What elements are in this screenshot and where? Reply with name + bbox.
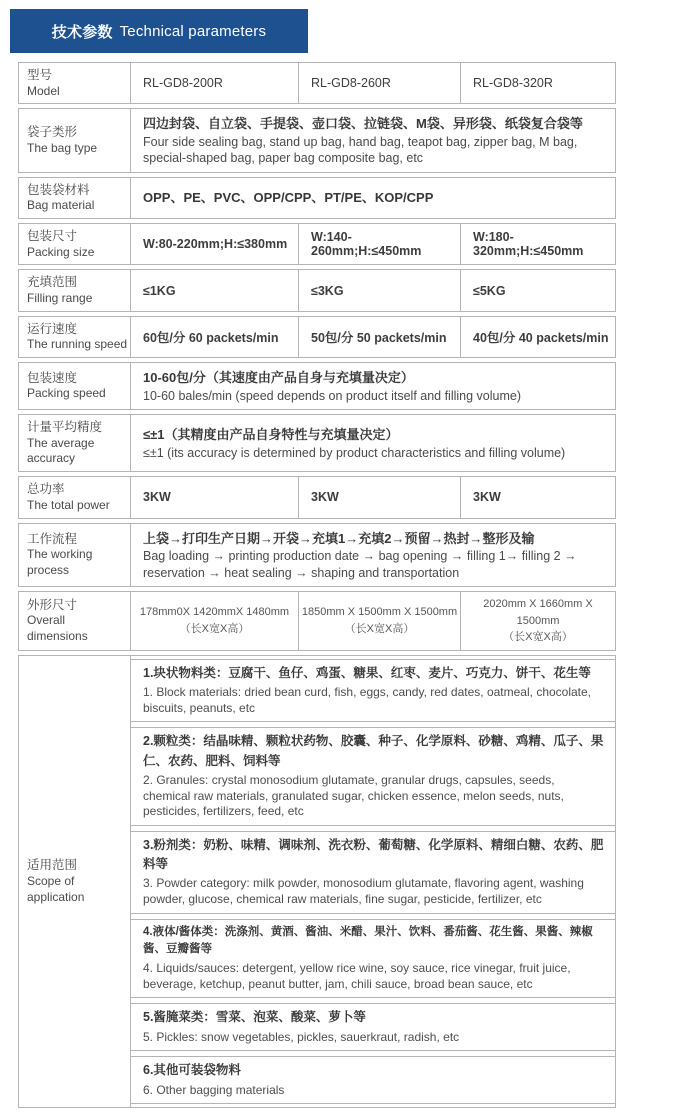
row-label-zh: 型号 (27, 68, 53, 82)
scope-item-zh: 1.块状物料类：豆腐干、鱼仔、鸡蛋、糖果、红枣、麦片、巧克力、饼干、花生等 (143, 665, 591, 680)
table-row-running-speed (18, 316, 616, 358)
row-label-zh: 包装尺寸 (27, 229, 78, 244)
row-label-zh: 适用范围 (27, 858, 78, 873)
row-cells (131, 317, 615, 357)
row-label-zh: 计量平均精度 (27, 420, 103, 435)
scope-item-en: 3. Powder category: milk powder, monosodium glutamate, flavoring agent, washing powder, glucose, chemical raw materials, fine sugar, pesticide, fertilizer, etc (143, 876, 584, 907)
row-cells (131, 477, 615, 517)
section-title-en: Technical parameters (119, 22, 267, 40)
scope-item-en: 5. Pickles: snow vegetables, pickles, sauerkraut, radish, etc (143, 1029, 460, 1044)
row-label-zh: 包装速度 (27, 370, 78, 385)
row-label-en: Model (27, 83, 60, 98)
scope-item-zh: 2.颗粒类：结晶味精、颗粒状药物、胶囊、种子、化学原料、砂糖、鸡精、瓜子、果仁、农药、肥料、饲料等 (143, 734, 604, 768)
row-label-bag-material (19, 178, 131, 218)
row-label-working-process (19, 524, 131, 587)
bag-type-value-en: Four side sealing bag, stand up bag, hand bag, teapot bag, zipper bag, M bag, special-shaped bag, paper bag composite bag, etc (143, 134, 578, 166)
section-title-zh: 技术参数 (51, 23, 113, 41)
dimensions-cell-1 (131, 592, 299, 650)
running-speed-cell-2: 50包/分 50 packets/min (299, 317, 461, 357)
row-label-en: Packing speed (27, 386, 106, 401)
packing-size-cell-3: W:180-320mm;H:≤450mm (473, 230, 584, 259)
scope-item-powder (130, 831, 616, 914)
table-row-total-power (18, 476, 616, 518)
scope-item-en: 2. Granules: crystal monosodium glutamate, granular drugs, capsules, seeds, chemical raw materials, granulated sugar, chicken essence, melon seeds, nuts, pesticides, fertilizers, feed, etc (143, 772, 564, 819)
scope-item-other (130, 1056, 616, 1104)
dimensions-value: 2020mm X 1660mm X 1500mm (483, 598, 593, 627)
average-accuracy-value (131, 415, 615, 471)
row-label-zh: 袋子类形 (27, 125, 78, 140)
packing-speed-value-zh: 10-60包/分（其速度由产品自身与充填量决定） (143, 370, 414, 386)
row-label-en: The average accuracy (27, 435, 95, 466)
model-cell-3: RL-GD8-320R (473, 76, 553, 91)
table-row-overall-dimensions (18, 591, 616, 651)
row-cells (131, 63, 615, 103)
scope-item-liquids-sauces (130, 919, 616, 999)
packing-size-cell-2: W:140-260mm;H:≤450mm (299, 224, 461, 264)
dimensions-value: 178mm0X 1420mmX 1480mm (139, 606, 290, 619)
row-label-model (19, 63, 131, 103)
scope-items (131, 656, 615, 1108)
scope-item-en: 4. Liquids/sauces: detergent, yellow rice wine, soy sauce, rice vinegar, fruit juice, beverage, ketchup, peanut butter, jam, chili sauce, broad bean sauce, etc (143, 961, 571, 991)
row-label-packing-size (19, 224, 131, 264)
row-label-overall-dimensions (19, 592, 131, 650)
row-label-filling-range (19, 270, 131, 310)
bag-material-value (131, 178, 615, 218)
scope-item-pickles (130, 1003, 616, 1051)
table-row-packing-speed (18, 362, 616, 410)
packing-speed-value (131, 363, 615, 409)
model-cell-1: RL-GD8-200R (131, 63, 299, 103)
dimensions-unit: （长X宽X高） (344, 622, 415, 635)
row-label-bag-type (19, 109, 131, 172)
total-power-cell-2: 3KW (299, 477, 461, 517)
row-label-zh: 充填范围 (27, 275, 78, 290)
average-accuracy-value-zh: ≤±1（其精度由产品自身特性与充填量决定） (143, 427, 399, 443)
bag-material-value-text: OPP、PE、PVC、OPP/CPP、PT/PE、KOP/CPP (143, 190, 434, 206)
bag-type-value-zh: 四边封袋、自立袋、手提袋、壶口袋、拉链袋、M袋、异形袋、纸袋复合袋等 (143, 116, 583, 132)
table-row-model (18, 62, 616, 104)
row-cells (131, 270, 615, 310)
dimensions-cell-2 (299, 592, 461, 650)
scope-item-zh: 4.液体/酱体类：洗涤剂、黄酒、酱油、米醋、果汁、饮料、番茄酱、花生酱、果酱、辣椒酱、豆瓣酱等 (143, 925, 593, 956)
scope-item-zh: 5.酱腌菜类：雪菜、泡菜、酸菜、萝卜等 (143, 1010, 366, 1025)
table-row-filling-range (18, 269, 616, 311)
working-process-value (131, 524, 615, 587)
running-speed-cell-1: 60包/分 60 packets/min (131, 317, 299, 357)
scope-item-zh: 3.粉剂类：奶粉、味精、调味剂、洗衣粉、葡萄糖、化学原料、精细白糖、农药、肥料等 (143, 837, 604, 872)
table-row-scope-of-application (18, 655, 616, 1109)
row-label-zh: 总功率 (27, 482, 65, 497)
row-label-running-speed (19, 317, 131, 357)
total-power-cell-1: 3KW (131, 477, 299, 517)
row-label-en: Bag material (27, 198, 95, 213)
filling-range-cell-1: ≤1KG (131, 270, 299, 310)
row-label-en: Scope of application (27, 873, 85, 904)
bag-type-value (131, 109, 615, 172)
model-cell-2: RL-GD8-260R (299, 63, 461, 103)
row-label-en: Filling range (27, 290, 93, 305)
average-accuracy-value-en: ≤±1 (its accuracy is determined by product characteristics and filling volume) (143, 445, 566, 460)
row-label-packing-speed (19, 363, 131, 409)
table-row-bag-material (18, 177, 616, 219)
packing-speed-value-en: 10-60 bales/min (speed depends on product itself and filling volume) (143, 388, 522, 403)
row-label-total-power (19, 477, 131, 517)
packing-size-cell-1: W:80-220mm;H:≤380mm (131, 224, 299, 264)
scope-item-granules (130, 727, 616, 826)
table-row-bag-type (18, 108, 616, 173)
row-label-en: The total power (27, 497, 110, 512)
scope-item-block-materials (130, 659, 616, 723)
filling-range-cell-2: ≤3KG (299, 270, 461, 310)
row-label-zh: 包装袋材料 (27, 182, 90, 197)
row-label-zh: 外形尺寸 (27, 597, 78, 612)
row-label-zh: 工作流程 (27, 531, 78, 546)
table-row-working-process (18, 523, 616, 588)
row-label-en: The running speed (27, 337, 128, 352)
filling-range-cell-3: ≤5KG (473, 283, 506, 298)
row-label-en: Packing size (27, 244, 95, 259)
dimensions-unit: （长X宽X高） (179, 622, 250, 635)
dimensions-value: 1850mm X 1500mm X 1500mm (301, 606, 458, 619)
scope-item-en: 6. Other bagging materials (143, 1082, 285, 1097)
total-power-cell-3: 3KW (473, 490, 501, 505)
row-cells (131, 592, 615, 650)
row-label-average-accuracy (19, 415, 131, 471)
running-speed-cell-3: 40包/分 40 packets/min (473, 330, 609, 345)
section-header-banner (10, 9, 308, 53)
row-label-zh: 运行速度 (27, 321, 78, 336)
scope-item-zh: 6.其他可装袋物料 (143, 1063, 241, 1078)
row-label-en: The bag type (27, 140, 98, 155)
scope-item-en: 1. Block materials: dried bean curd, fish, eggs, candy, red dates, oatmeal, chocolate, biscuits, peanuts, etc (143, 685, 592, 715)
row-label-en: The working process (27, 547, 93, 578)
row-cells (131, 224, 615, 264)
dimensions-cell-3 (461, 592, 615, 650)
dimensions-unit: （长X宽X高） (503, 631, 573, 644)
row-label-en: Overall dimensions (27, 613, 88, 644)
working-process-value-zh: 上袋→打印生产日期→开袋→充填1→充填2→预留→热封→整形及输 (143, 530, 535, 546)
table-row-average-accuracy (18, 414, 616, 472)
working-process-value-en: Bag loading → printing production date → bag opening → filling 1→ filling 2 → reservation → heat sealing → shaping and transportation (143, 549, 577, 580)
table-row-packing-size (18, 223, 616, 265)
row-label-scope (19, 656, 131, 1108)
technical-parameters-table (18, 62, 616, 1112)
